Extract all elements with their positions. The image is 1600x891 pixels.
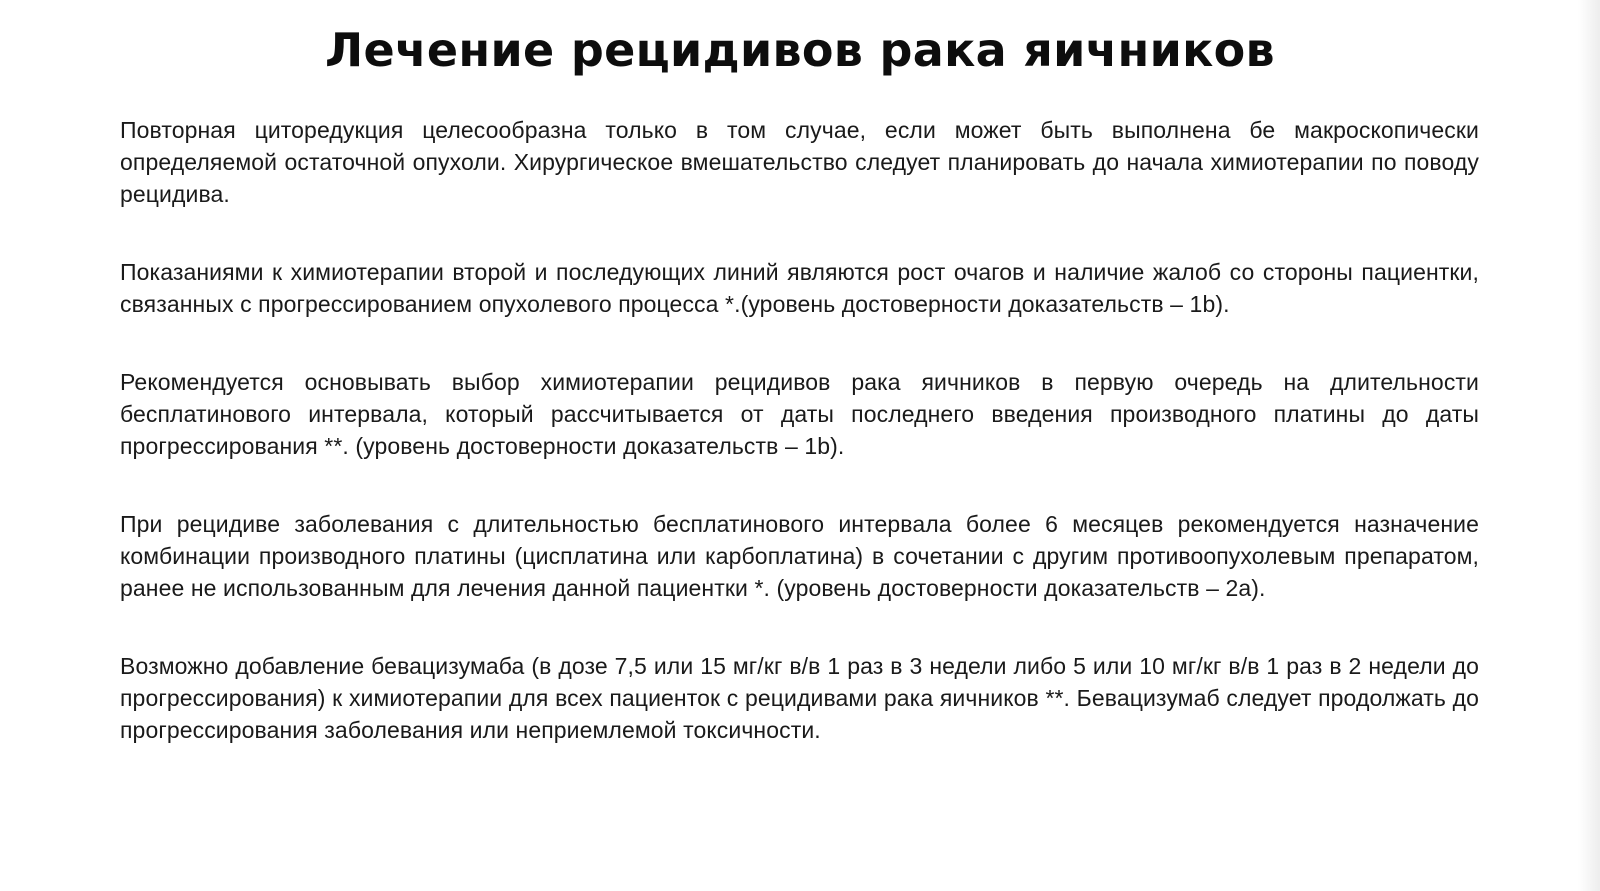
- right-edge-shadow: [1578, 0, 1600, 891]
- paragraph-chemo-indications: Показаниями к химиотерапии второй и последующих линий являются рост очагов и наличие жалоб со стороны пациентки, связанных с прогрессированием опухолевого процесса *.(уровень достоверности доказательств – 1b).: [120, 259, 1479, 317]
- document-body: [120, 114, 1479, 746]
- paragraph-repeat-cytoreduction: Повторная циторедукция целесообразна только в том случае, если может быть выполнена бе макроскопически определяемой остаточной опухоли. Хирургическое вмешательство следует планировать до начала химиотерапии по поводу рецидива.: [120, 117, 1479, 207]
- paragraph-platinum-combination: При рецидиве заболевания с длительностью бесплатинового интервала более 6 месяцев рекомендуется назначение комбинации производного платины (цисплатина или карбоплатина) в сочетании с другим противоопухолевым препаратом, ранее не использованным для лечения данной пациентки *. (уровень достоверности доказательств – 2a).: [120, 511, 1479, 601]
- paragraph-platinum-free-interval: Рекомендуется основывать выбор химиотерапии рецидивов рака яичников в первую очередь на длительности бесплатинового интервала, который рассчитывается от даты последнего введения производного платины до даты прогрессирования **. (уровень достоверности доказательств – 1b).: [120, 369, 1479, 459]
- paragraph-bevacizumab: Возможно добавление бевацизумаба (в дозе 7,5 или 15 мг/кг в/в 1 раз в 3 недели либо 5 или 10 мг/кг в/в 1 раз в 2 недели до прогрессирования) к химиотерапии для всех пациенток с рецидивами рака яичников **. Бевацизумаб следует продолжать до прогрессирования заболевания или неприемлемой токсичности.: [120, 653, 1479, 743]
- page-title: Лечение рецидивов рака яичников: [325, 23, 1275, 77]
